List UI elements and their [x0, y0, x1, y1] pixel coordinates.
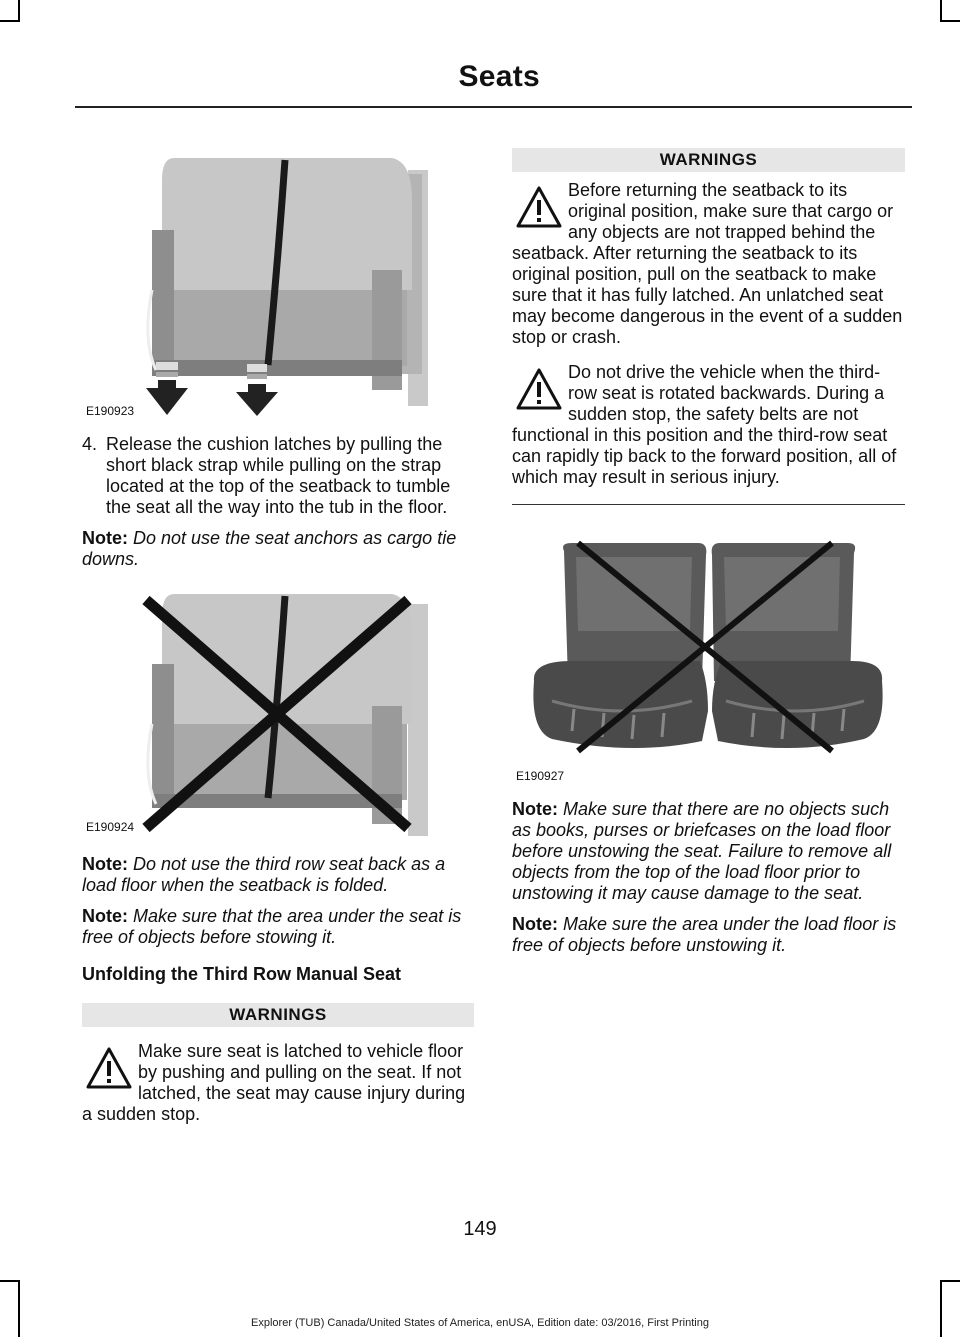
note-load-floor [82, 854, 474, 896]
section-heading: Unfolding the Third Row Manual Seat [82, 964, 401, 984]
note-text: Make sure that the area under the seat is free of objects before stowing it. [82, 906, 462, 947]
seat-illustration [82, 140, 474, 420]
step-4 [82, 434, 474, 518]
warnings-box [82, 1003, 474, 1125]
note-text: Make sure that there are no objects such as books, purses or briefcases on the load floor before unstowing the seat. Failure to remove all objects from the top of the load floor prior to unstowing it may cause damage to the seat. [512, 799, 892, 903]
crop-mark [0, 1280, 20, 1282]
page-title: Seats [458, 60, 540, 93]
note-seat-anchors [82, 528, 474, 570]
note-label: Note: [82, 854, 128, 874]
figure-seat-prohibited [82, 588, 474, 836]
warning-item [82, 1041, 474, 1125]
figure-id: E190923 [86, 404, 135, 418]
right-column [512, 148, 905, 956]
warning-text: Make sure seat is latched to vehicle floor by pushing and pulling on the seat. If not latched, the seat may cause injury during a sudden stop. [82, 1041, 466, 1124]
header-rule [75, 106, 912, 108]
crop-mark [0, 20, 20, 22]
left-column [82, 140, 474, 1125]
warning-triangle-icon [82, 1043, 136, 1093]
warning-item [512, 180, 905, 348]
warning-item [512, 362, 905, 488]
crop-mark [940, 1280, 960, 1282]
note-text: Do not use the third row seat back as a load floor when the seatback is folded. [82, 854, 446, 895]
crop-mark [940, 0, 942, 22]
warning-text: Before returning the seatback to its original position, make sure that cargo or any objects are not trapped behind the seatback. After returning the seatback to its original position, pull on the seatback to make sure that it has fully latched. An unlatched seat may become dangerous in the event of a sudden stop or crash. [512, 180, 903, 347]
figure-seat-folding-arrows [82, 140, 474, 420]
warning-text: Do not drive the vehicle when the third-row seat is rotated backwards. During a sudden stop, the safety belts are not functional in this position and the third-row seat can rapidly tip back to the forward position, all of which may result in serious injury. [512, 362, 897, 487]
note-text: Do not use the seat anchors as cargo tie downs. [82, 528, 457, 569]
warnings-rule [512, 504, 905, 505]
note-objects-on-floor [512, 799, 905, 904]
page-number: 149 [463, 1218, 497, 1240]
warning-triangle-icon [512, 182, 566, 232]
figure-id: E190927 [516, 769, 565, 783]
note-label: Note: [512, 914, 558, 934]
crop-mark [940, 20, 960, 22]
note-area-under-seat [82, 906, 474, 948]
figure-rear-seats-prohibited [512, 531, 905, 781]
warnings-heading: WARNINGS [512, 148, 905, 172]
rear-seats-illustration-crossed [512, 531, 905, 781]
crop-mark [18, 0, 20, 22]
seat-illustration-crossed [82, 588, 474, 836]
step-number: 4. [82, 434, 98, 454]
note-area-under-floor [512, 914, 905, 956]
step-text: Release the cushion latches by pulling the short black strap while pulling on the strap located at the top of the seatback to tumble the seat all the way into the tub in the floor. [106, 434, 451, 517]
warnings-heading: WARNINGS [82, 1003, 474, 1027]
note-label: Note: [512, 799, 558, 819]
footer-text: Explorer (TUB) Canada/United States of America, enUSA, Edition date: 03/2016, First Printing [251, 1317, 709, 1329]
note-label: Note: [82, 528, 128, 548]
warnings-box [512, 148, 905, 505]
warning-triangle-icon [512, 364, 566, 414]
figure-id: E190924 [86, 820, 135, 834]
note-text: Make sure the area under the load floor is free of objects before unstowing it. [512, 914, 897, 955]
note-label: Note: [82, 906, 128, 926]
